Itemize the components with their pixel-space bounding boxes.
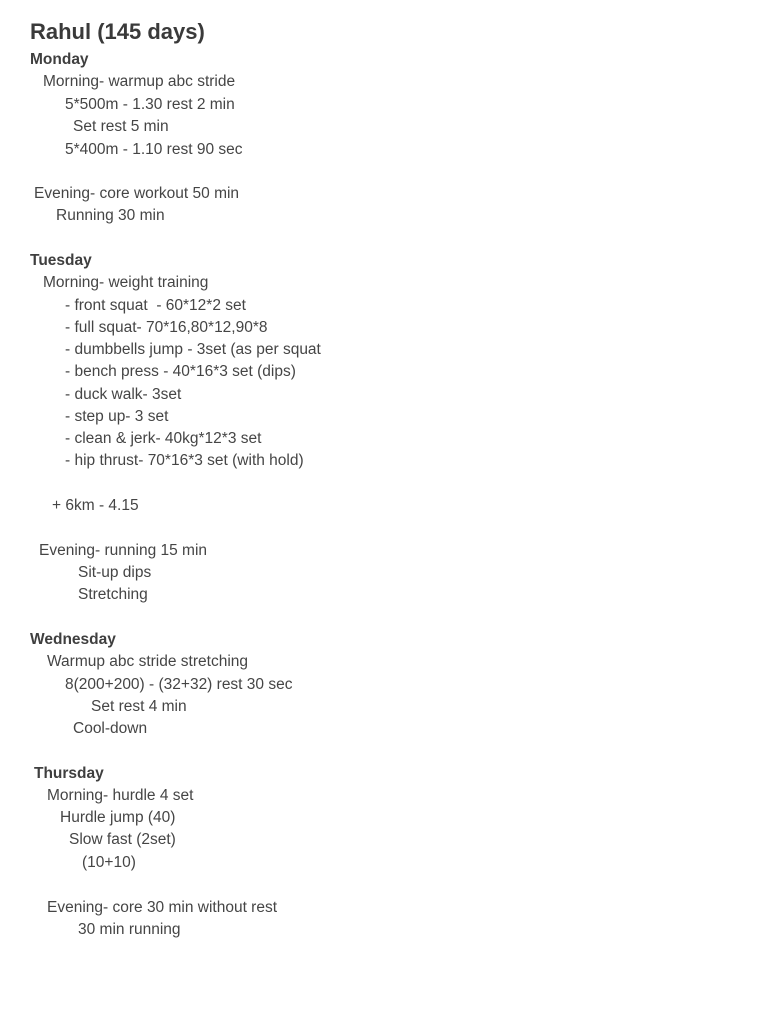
note-line: Slow fast (2set) (69, 831, 176, 848)
note-line: - step up- 3 set (65, 408, 169, 425)
day-heading-thursday: Thursday (34, 765, 104, 782)
day-heading-monday: Monday (30, 51, 89, 68)
note-line: - clean & jerk- 40kg*12*3 set (65, 430, 262, 447)
note-line: (10+10) (82, 854, 136, 871)
note-line: - bench press - 40*16*3 set (dips) (65, 363, 296, 380)
note-line: Running 30 min (56, 207, 165, 224)
note-line: Morning- warmup abc stride (43, 73, 236, 90)
note-line: 5*400m - 1.10 rest 90 sec (65, 141, 243, 158)
day-heading-wednesday: Wednesday (30, 631, 116, 648)
note-line: Set rest 4 min (91, 698, 187, 715)
note-line: Evening- core workout 50 min (34, 185, 240, 202)
note-line: - front squat - 60*12*2 set (65, 297, 246, 314)
note-line: Set rest 5 min (73, 118, 169, 135)
note-title: Rahul (145 days) (30, 19, 205, 44)
note-line: - dumbbells jump - 3set (as per squat (65, 341, 321, 358)
note-line: Sit-up dips (78, 564, 152, 581)
note-line: - hip thrust- 70*16*3 set (with hold) (65, 452, 304, 469)
note-line: - duck walk- 3set (65, 386, 182, 403)
note-line: Warmup abc stride stretching (47, 653, 249, 670)
note-line: Morning- hurdle 4 set (47, 787, 194, 804)
note-line: + 6km - 4.15 (52, 497, 139, 514)
note-line: Evening- running 15 min (39, 542, 208, 559)
note-line: 5*500m - 1.30 rest 2 min (65, 96, 235, 113)
note-line: 30 min running (78, 921, 181, 938)
note-line: - full squat- 70*16,80*12,90*8 (65, 319, 268, 336)
note-line: 8(200+200) - (32+32) rest 30 sec (65, 676, 293, 693)
note-line: Evening- core 30 min without rest (47, 899, 278, 916)
note-line: Hurdle jump (40) (60, 809, 176, 826)
note-line: Stretching (78, 586, 148, 603)
note-line: Cool-down (73, 720, 148, 737)
note-line: Morning- weight training (43, 274, 209, 291)
day-heading-tuesday: Tuesday (30, 252, 92, 269)
